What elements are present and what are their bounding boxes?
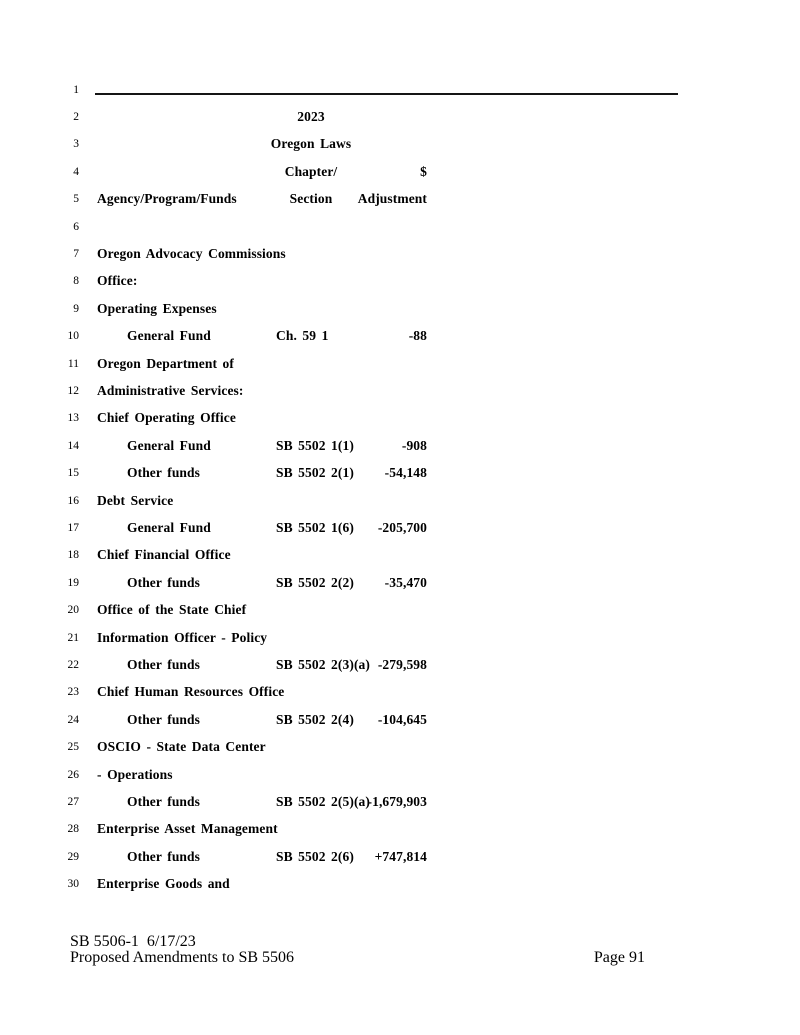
line-number: 19 — [67, 576, 79, 589]
table-line — [0, 487, 800, 515]
chapter-section-cell: Ch. 59 1 — [276, 328, 329, 344]
agency-program-funds-cell: General Fund — [127, 328, 211, 344]
line-number: 30 — [67, 878, 79, 891]
line-number: 16 — [67, 494, 79, 507]
agency-program-funds-cell: Office: — [97, 273, 138, 289]
line-number: 10 — [67, 330, 79, 343]
line-number: 28 — [67, 823, 79, 836]
agency-program-funds-cell: Enterprise Goods and — [97, 876, 230, 892]
table-line — [0, 103, 800, 131]
agency-program-funds-cell: - Operations — [97, 766, 173, 782]
chapter-section-cell: SB 5502 2(4) — [276, 711, 354, 727]
line-number: 3 — [73, 138, 79, 151]
line-number: 7 — [73, 248, 79, 260]
agency-program-funds-cell: Oregon Department of — [97, 355, 234, 371]
agency-program-funds-cell: Agency/Program/Funds — [97, 191, 237, 207]
table-line — [0, 733, 800, 761]
line-number: 6 — [73, 220, 79, 233]
adjustment-amount-cell: -54,148 — [384, 465, 427, 481]
table-line — [0, 788, 800, 816]
adjustment-amount-cell: -88 — [408, 328, 427, 344]
chapter-section-cell: SB 5502 1(6) — [276, 520, 354, 535]
chapter-section-cell: SB 5502 2(3)(a) — [276, 657, 370, 672]
adjustment-amount-cell: Adjustment — [357, 191, 427, 207]
table-line — [0, 295, 800, 323]
line-number: 18 — [67, 549, 79, 562]
table-line — [0, 761, 800, 789]
line-number: 21 — [67, 631, 79, 644]
table-line — [0, 624, 800, 652]
chapter-section-cell: SB 5502 2(6) — [276, 848, 354, 864]
table-line — [0, 76, 800, 104]
line-number: 15 — [67, 467, 79, 480]
agency-program-funds-cell: Other funds — [127, 711, 200, 727]
line-number: 2 — [73, 111, 79, 123]
line-number: 17 — [67, 522, 79, 534]
chapter-section-cell: SB 5502 1(1) — [276, 437, 354, 453]
line-number: 12 — [67, 385, 79, 397]
table-line — [0, 158, 800, 186]
line-number: 14 — [67, 439, 79, 452]
table-line — [0, 569, 800, 597]
table-line — [0, 404, 800, 432]
chapter-section-cell: SB 5502 2(1) — [276, 465, 354, 481]
agency-program-funds-cell: Oregon Advocacy Commissions — [97, 246, 286, 261]
agency-program-funds-cell: Other funds — [127, 848, 200, 864]
line-number: 29 — [67, 850, 79, 863]
table-line — [0, 185, 800, 213]
agency-program-funds-cell: Enterprise Asset Management — [97, 821, 278, 837]
document-title: Proposed Amendments to SB 5506 — [70, 948, 295, 966]
table-line — [0, 514, 800, 542]
table-line — [0, 843, 800, 871]
table-line — [0, 706, 800, 734]
line-number: 4 — [73, 165, 79, 178]
line-number: 27 — [67, 796, 79, 808]
horizontal-rule — [95, 93, 678, 96]
table-line — [0, 815, 800, 843]
agency-program-funds-cell: Other funds — [127, 465, 200, 481]
agency-program-funds-cell: Other funds — [127, 657, 200, 672]
adjustment-amount-cell: $ — [420, 163, 427, 179]
line-number: 8 — [73, 275, 79, 288]
table-line — [0, 432, 800, 460]
table-line — [0, 350, 800, 378]
adjustment-amount-cell: -1,679,903 — [367, 794, 427, 809]
table-line — [0, 678, 800, 706]
line-number: 13 — [67, 412, 79, 425]
footer-left — [70, 934, 294, 965]
agency-program-funds-cell: Information Officer - Policy — [97, 629, 268, 645]
table-line — [0, 870, 800, 898]
section-column-centered-cell: 2023 — [297, 109, 325, 124]
table-line — [0, 459, 800, 487]
table-line — [0, 240, 800, 268]
table-line — [0, 651, 800, 679]
adjustment-amount-cell: -279,598 — [377, 657, 427, 672]
line-number: 24 — [67, 713, 79, 726]
line-number: 1 — [73, 83, 79, 96]
line-number: 9 — [73, 302, 79, 315]
line-number: 5 — [73, 193, 79, 206]
line-number: 23 — [67, 686, 79, 699]
agency-program-funds-cell: General Fund — [127, 437, 211, 453]
table-line — [0, 267, 800, 295]
line-number: 26 — [67, 768, 79, 781]
agency-program-funds-cell: Chief Financial Office — [97, 547, 231, 563]
page-number: Page 91 — [593, 949, 645, 966]
section-column-centered-cell: Chapter/ — [284, 163, 338, 179]
chapter-section-cell: SB 5502 2(2) — [276, 574, 354, 590]
agency-program-funds-cell: Administrative Services: — [97, 383, 244, 398]
line-number: 11 — [67, 357, 79, 370]
agency-program-funds-cell: Office of the State Chief — [97, 602, 247, 618]
table-line — [0, 213, 800, 241]
table-line — [0, 322, 800, 350]
table-line — [0, 377, 800, 405]
table-line — [0, 596, 800, 624]
agency-program-funds-cell: Chief Human Resources Office — [97, 684, 285, 700]
line-number: 22 — [67, 659, 79, 671]
table-line — [0, 130, 800, 158]
adjustment-amount-cell: -908 — [401, 437, 427, 453]
agency-program-funds-cell: Debt Service — [97, 492, 174, 508]
line-number: 25 — [67, 741, 79, 754]
section-column-centered-cell: Section — [289, 191, 333, 207]
amendment-id: SB 5506-1 6/17/23 — [70, 933, 196, 950]
agency-program-funds-cell: General Fund — [127, 520, 211, 535]
line-number: 20 — [67, 604, 79, 617]
adjustment-amount-cell: -104,645 — [377, 711, 427, 727]
adjustment-amount-cell: -35,470 — [384, 574, 427, 590]
agency-program-funds-cell: OSCIO - State Data Center — [97, 739, 266, 755]
agency-program-funds-cell: Other funds — [127, 794, 200, 809]
table-line — [0, 541, 800, 569]
agency-program-funds-cell: Chief Operating Office — [97, 410, 236, 426]
adjustment-amount-cell: -205,700 — [377, 520, 427, 535]
adjustment-amount-cell: +747,814 — [374, 848, 427, 864]
agency-program-funds-cell: Operating Expenses — [97, 300, 217, 316]
section-column-centered-cell: Oregon Laws — [270, 136, 352, 152]
agency-program-funds-cell: Other funds — [127, 574, 200, 590]
chapter-section-cell: SB 5502 2(5)(a) — [276, 794, 370, 809]
